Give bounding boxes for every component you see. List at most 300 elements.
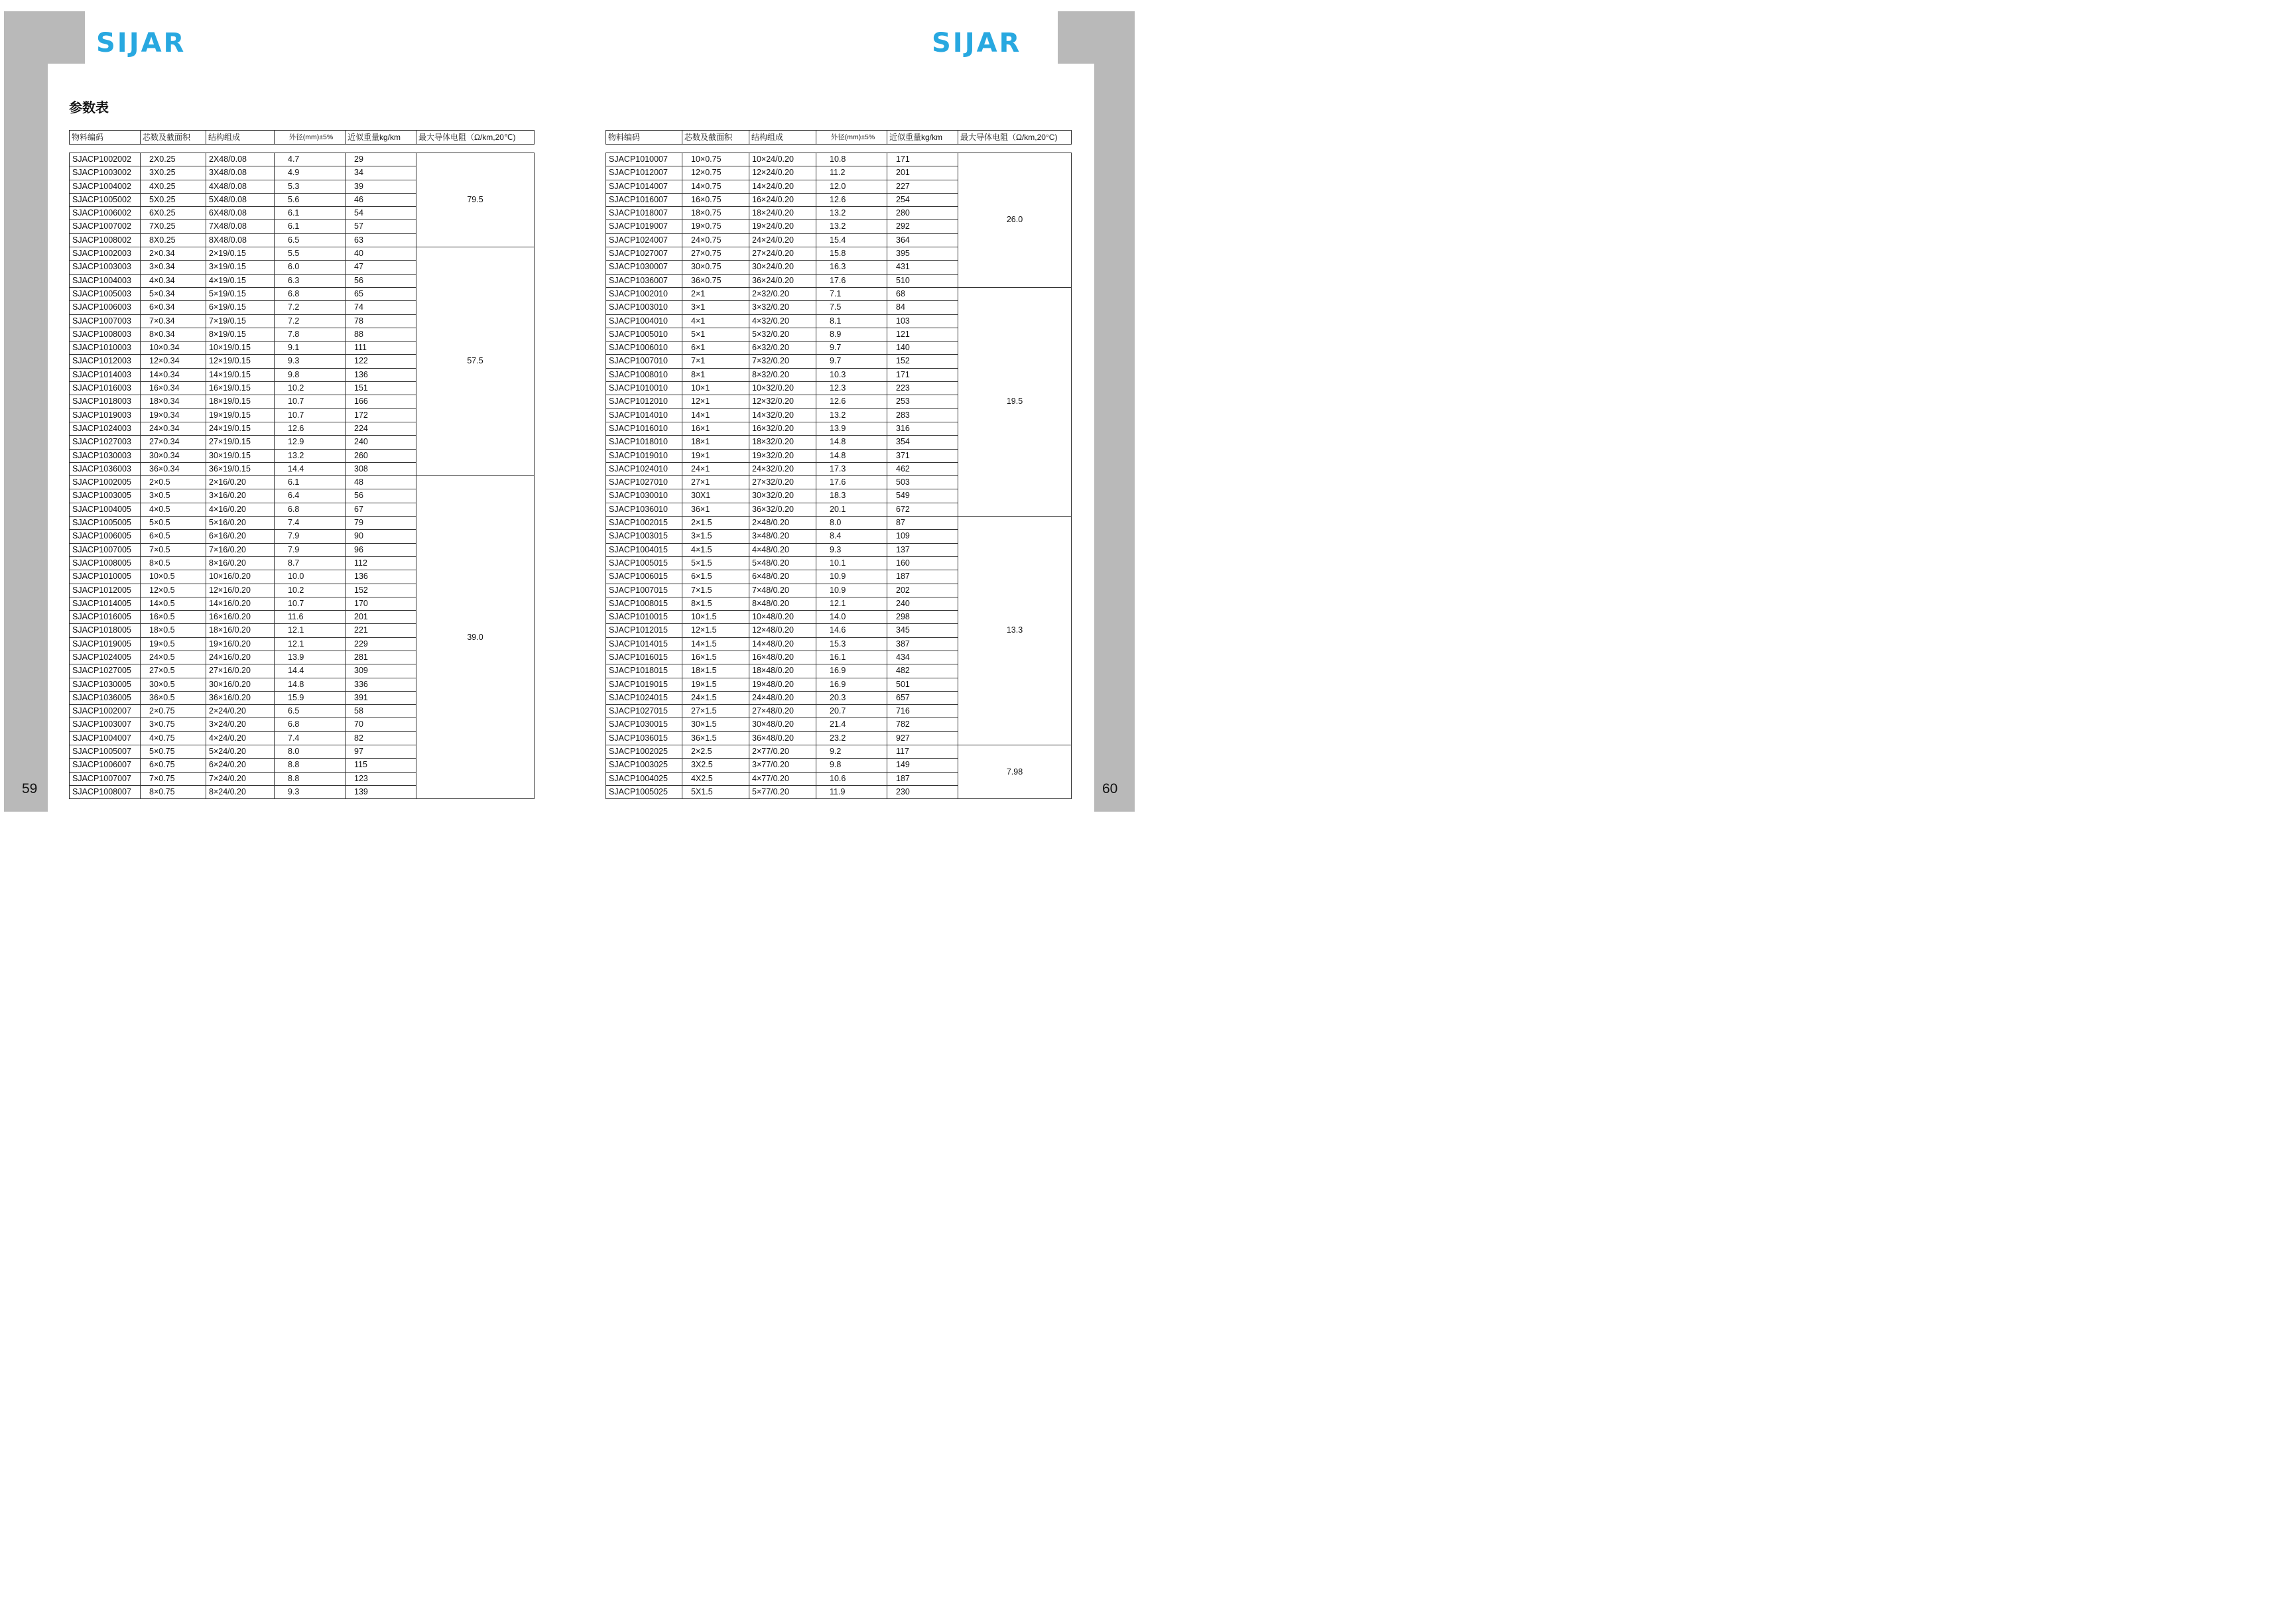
- column-header: 最大导体电阻（Ω/km,20°C): [958, 131, 1072, 145]
- table-cell: 202: [887, 584, 958, 597]
- table-cell: 20.7: [816, 705, 887, 718]
- table-cell: 30×48/0.20: [749, 718, 816, 731]
- table-cell: 10.2: [275, 584, 346, 597]
- table-cell: 14×48/0.20: [749, 637, 816, 651]
- table-cell: 8×1: [682, 368, 749, 381]
- table-cell: 2×77/0.20: [749, 745, 816, 759]
- table-cell: 240: [346, 436, 416, 449]
- table-cell: 109: [887, 530, 958, 543]
- table-cell: 4X48/0.08: [206, 180, 275, 193]
- table-cell: SJACP1016015: [606, 651, 682, 664]
- table-cell: 10.7: [275, 408, 346, 422]
- table-cell: 30×19/0.15: [206, 449, 275, 462]
- table-cell: 78: [346, 314, 416, 328]
- table-cell: 2×2.5: [682, 745, 749, 759]
- table-cell: 10×0.34: [141, 342, 206, 355]
- table-cell: 6×24/0.20: [206, 759, 275, 772]
- resistance-cell: 19.5: [958, 287, 1072, 516]
- table-cell: SJACP1024010: [606, 462, 682, 475]
- table-cell: 18×24/0.20: [749, 207, 816, 220]
- table-cell: 10×19/0.15: [206, 342, 275, 355]
- table-cell: 111: [346, 342, 416, 355]
- table-cell: 14.6: [816, 624, 887, 637]
- table-cell: SJACP1027003: [70, 436, 141, 449]
- table-cell: 7.2: [275, 301, 346, 314]
- table-cell: 103: [887, 314, 958, 328]
- table-cell: 7X48/0.08: [206, 220, 275, 233]
- table-cell: 7×1: [682, 355, 749, 368]
- table-cell: 2X48/0.08: [206, 153, 275, 166]
- table-cell: 5.6: [275, 193, 346, 206]
- table-cell: 9.8: [816, 759, 887, 772]
- table-cell: 2×0.34: [141, 247, 206, 261]
- table-cell: SJACP1002025: [606, 745, 682, 759]
- table-cell: 14.8: [816, 449, 887, 462]
- table-cell: 160: [887, 556, 958, 570]
- table-cell: 15.3: [816, 637, 887, 651]
- table-cell: 20.1: [816, 503, 887, 516]
- table-cell: 30X1: [682, 489, 749, 503]
- table-cell: 24×1: [682, 462, 749, 475]
- table-cell: 18×19/0.15: [206, 395, 275, 408]
- table-cell: 82: [346, 731, 416, 745]
- table-cell: 221: [346, 624, 416, 637]
- brand-logo-left: SIJAR: [96, 28, 186, 58]
- table-cell: 18×16/0.20: [206, 624, 275, 637]
- table-cell: SJACP1019003: [70, 408, 141, 422]
- table-cell: 2×1: [682, 287, 749, 300]
- table-cell: 336: [346, 678, 416, 691]
- table-cell: 4X2.5: [682, 772, 749, 785]
- table-cell: 5×1: [682, 328, 749, 341]
- table-cell: 13.9: [275, 651, 346, 664]
- table-cell: 7.9: [275, 530, 346, 543]
- table-cell: SJACP1007010: [606, 355, 682, 368]
- table-cell: 7×0.75: [141, 772, 206, 785]
- table-cell: SJACP1010003: [70, 342, 141, 355]
- table-cell: 12.3: [816, 382, 887, 395]
- table-cell: 7×0.34: [141, 314, 206, 328]
- table-cell: 8X0.25: [141, 233, 206, 247]
- table-cell: 10×0.5: [141, 570, 206, 584]
- table-cell: 79: [346, 517, 416, 530]
- table-cell: 10.7: [275, 395, 346, 408]
- table-cell: 19×24/0.20: [749, 220, 816, 233]
- table-cell: 253: [887, 395, 958, 408]
- table-cell: 5×0.75: [141, 745, 206, 759]
- column-header: 芯数及截面积: [682, 131, 749, 145]
- table-cell: SJACP1005005: [70, 517, 141, 530]
- table-cell: 5×77/0.20: [749, 785, 816, 798]
- table-cell: 16×48/0.20: [749, 651, 816, 664]
- table-cell: SJACP1005003: [70, 287, 141, 300]
- table-cell: 3×0.34: [141, 261, 206, 274]
- table-cell: SJACP1027015: [606, 705, 682, 718]
- table-cell: 201: [887, 166, 958, 180]
- table-cell: 14×0.75: [682, 180, 749, 193]
- table-cell: SJACP1008010: [606, 368, 682, 381]
- table-cell: SJACP1004015: [606, 543, 682, 556]
- table-cell: 9.3: [275, 355, 346, 368]
- table-cell: 16×0.75: [682, 193, 749, 206]
- table-cell: 9.2: [816, 745, 887, 759]
- table-cell: SJACP1005025: [606, 785, 682, 798]
- table-cell: 316: [887, 422, 958, 435]
- table-cell: 6.5: [275, 233, 346, 247]
- table-cell: 5×16/0.20: [206, 517, 275, 530]
- spec-table-right: [605, 130, 1072, 799]
- table-cell: 36×1.5: [682, 731, 749, 745]
- table-cell: 230: [887, 785, 958, 798]
- table-cell: SJACP1010015: [606, 611, 682, 624]
- table-cell: SJACP1024015: [606, 691, 682, 704]
- table-cell: SJACP1019007: [606, 220, 682, 233]
- table-cell: 123: [346, 772, 416, 785]
- table-cell: 14×32/0.20: [749, 408, 816, 422]
- table-cell: 57: [346, 220, 416, 233]
- table-cell: 10.6: [816, 772, 887, 785]
- table-cell: SJACP1004025: [606, 772, 682, 785]
- table-cell: 4×1.5: [682, 543, 749, 556]
- table-row: [606, 745, 1072, 759]
- table-cell: 8.1: [816, 314, 887, 328]
- column-header: 结构组成: [749, 131, 816, 145]
- table-row: [606, 153, 1072, 166]
- table-cell: 12×1: [682, 395, 749, 408]
- table-cell: 13.2: [816, 220, 887, 233]
- table-cell: SJACP1012007: [606, 166, 682, 180]
- table-cell: 12.1: [816, 597, 887, 610]
- table-cell: 6X48/0.08: [206, 207, 275, 220]
- table-cell: SJACP1012005: [70, 584, 141, 597]
- table-cell: SJACP1036015: [606, 731, 682, 745]
- table-cell: 10×1: [682, 382, 749, 395]
- table-cell: 13.9: [816, 422, 887, 435]
- table-row: [70, 247, 535, 261]
- table-cell: 90: [346, 530, 416, 543]
- table-cell: 10.8: [816, 153, 887, 166]
- table-cell: 6×1: [682, 342, 749, 355]
- table-cell: 19×32/0.20: [749, 449, 816, 462]
- table-cell: 12×24/0.20: [749, 166, 816, 180]
- table-cell: SJACP1018007: [606, 207, 682, 220]
- table-row: [70, 476, 535, 489]
- table-cell: 27×0.75: [682, 247, 749, 261]
- table-cell: SJACP1002005: [70, 476, 141, 489]
- table-cell: 2×24/0.20: [206, 705, 275, 718]
- table-cell: SJACP1036003: [70, 462, 141, 475]
- table-cell: 12.6: [275, 422, 346, 435]
- table-cell: 30×1.5: [682, 718, 749, 731]
- table-cell: 16×32/0.20: [749, 422, 816, 435]
- table-cell: SJACP1030005: [70, 678, 141, 691]
- table-cell: 36×19/0.15: [206, 462, 275, 475]
- table-cell: 308: [346, 462, 416, 475]
- table-cell: 6.8: [275, 718, 346, 731]
- table-cell: 7.8: [275, 328, 346, 341]
- table-cell: 224: [346, 422, 416, 435]
- table-cell: 283: [887, 408, 958, 422]
- table-cell: SJACP1005007: [70, 745, 141, 759]
- table-cell: SJACP1008015: [606, 597, 682, 610]
- table-cell: 36×0.34: [141, 462, 206, 475]
- table-cell: SJACP1019005: [70, 637, 141, 651]
- table-cell: SJACP1018010: [606, 436, 682, 449]
- table-cell: 501: [887, 678, 958, 691]
- table-cell: 16.9: [816, 664, 887, 678]
- table-cell: 9.8: [275, 368, 346, 381]
- table-cell: 2×1.5: [682, 517, 749, 530]
- table-cell: 19×0.34: [141, 408, 206, 422]
- table-cell: 24×16/0.20: [206, 651, 275, 664]
- table-cell: 20.3: [816, 691, 887, 704]
- table-cell: 170: [346, 597, 416, 610]
- table-cell: 6×0.5: [141, 530, 206, 543]
- table-cell: 434: [887, 651, 958, 664]
- table-cell: 46: [346, 193, 416, 206]
- table-cell: SJACP1027010: [606, 476, 682, 489]
- table-cell: SJACP1003025: [606, 759, 682, 772]
- table-cell: SJACP1007002: [70, 220, 141, 233]
- table-cell: 152: [346, 584, 416, 597]
- table-cell: 19×19/0.15: [206, 408, 275, 422]
- table-cell: 8×1.5: [682, 597, 749, 610]
- table-cell: 27×19/0.15: [206, 436, 275, 449]
- table-cell: SJACP1010007: [606, 153, 682, 166]
- table-cell: 10.1: [816, 556, 887, 570]
- table-cell: 152: [887, 355, 958, 368]
- column-header: 近似重量kg/km: [346, 131, 416, 145]
- column-header: 结构组成: [206, 131, 275, 145]
- table-cell: 364: [887, 233, 958, 247]
- table-cell: 18×1.5: [682, 664, 749, 678]
- table-cell: 15.4: [816, 233, 887, 247]
- table-cell: SJACP1007015: [606, 584, 682, 597]
- table-cell: SJACP1006015: [606, 570, 682, 584]
- table-cell: 171: [887, 153, 958, 166]
- table-cell: 47: [346, 261, 416, 274]
- left-frame-side: [4, 11, 48, 812]
- table-cell: 387: [887, 637, 958, 651]
- table-cell: 503: [887, 476, 958, 489]
- table-cell: SJACP1030003: [70, 449, 141, 462]
- table-cell: 16.3: [816, 261, 887, 274]
- table-cell: 19×16/0.20: [206, 637, 275, 651]
- table-cell: 4×0.34: [141, 274, 206, 287]
- table-cell: SJACP1036007: [606, 274, 682, 287]
- table-cell: 4×32/0.20: [749, 314, 816, 328]
- table-cell: 27×0.34: [141, 436, 206, 449]
- table-cell: 4×16/0.20: [206, 503, 275, 516]
- table-cell: 510: [887, 274, 958, 287]
- resistance-cell: 7.98: [958, 745, 1072, 799]
- table-cell: SJACP1006003: [70, 301, 141, 314]
- table-cell: 2×0.5: [141, 476, 206, 489]
- table-cell: SJACP1010010: [606, 382, 682, 395]
- table-cell: 10.7: [275, 597, 346, 610]
- table-cell: 12×1.5: [682, 624, 749, 637]
- table-cell: 3X0.25: [141, 166, 206, 180]
- table-cell: 260: [346, 449, 416, 462]
- table-row: [606, 517, 1072, 530]
- table-cell: SJACP1030010: [606, 489, 682, 503]
- table-cell: 63: [346, 233, 416, 247]
- table-cell: 30×0.5: [141, 678, 206, 691]
- table-cell: 24×48/0.20: [749, 691, 816, 704]
- table-cell: 3×1: [682, 301, 749, 314]
- table-cell: 121: [887, 328, 958, 341]
- table-cell: 172: [346, 408, 416, 422]
- table-cell: 4×1: [682, 314, 749, 328]
- table-cell: SJACP1008003: [70, 328, 141, 341]
- column-header: 物料编码: [70, 131, 141, 145]
- table-cell: 281: [346, 651, 416, 664]
- table-cell: 15.8: [816, 247, 887, 261]
- table-cell: SJACP1004007: [70, 731, 141, 745]
- table-cell: 6.0: [275, 261, 346, 274]
- table-cell: 87: [887, 517, 958, 530]
- table-cell: 8×19/0.15: [206, 328, 275, 341]
- table-cell: 171: [887, 368, 958, 381]
- table-cell: 7×0.5: [141, 543, 206, 556]
- table-cell: 240: [887, 597, 958, 610]
- table-cell: 16.1: [816, 651, 887, 664]
- table-cell: 782: [887, 718, 958, 731]
- table-cell: 14×1: [682, 408, 749, 422]
- page-number-right: 60: [1102, 781, 1118, 796]
- table-cell: 5.3: [275, 180, 346, 193]
- table-cell: 24×32/0.20: [749, 462, 816, 475]
- resistance-cell: 26.0: [958, 153, 1072, 288]
- table-cell: 97: [346, 745, 416, 759]
- table-cell: 10×16/0.20: [206, 570, 275, 584]
- table-cell: 11.2: [816, 166, 887, 180]
- table-cell: 17.3: [816, 462, 887, 475]
- table-cell: 166: [346, 395, 416, 408]
- table-row: [606, 287, 1072, 300]
- table-cell: SJACP1018005: [70, 624, 141, 637]
- table-cell: 229: [346, 637, 416, 651]
- page-number-left: 59: [22, 781, 38, 796]
- table-cell: 4×24/0.20: [206, 731, 275, 745]
- table-cell: SJACP1019015: [606, 678, 682, 691]
- resistance-cell: 39.0: [416, 476, 535, 799]
- table-cell: 2×16/0.20: [206, 476, 275, 489]
- column-header: 外径(mm)±5%: [816, 131, 887, 145]
- table-cell: SJACP1004005: [70, 503, 141, 516]
- table-cell: 2×32/0.20: [749, 287, 816, 300]
- table-cell: 117: [887, 745, 958, 759]
- table-cell: 6.1: [275, 476, 346, 489]
- table-cell: 5X1.5: [682, 785, 749, 798]
- table-cell: 345: [887, 624, 958, 637]
- table-cell: 8.0: [275, 745, 346, 759]
- table-cell: 18×0.5: [141, 624, 206, 637]
- table-cell: 8.4: [816, 530, 887, 543]
- table-cell: 17.6: [816, 274, 887, 287]
- table-cell: 8×0.5: [141, 556, 206, 570]
- table-cell: 16×16/0.20: [206, 611, 275, 624]
- table-cell: 4×77/0.20: [749, 772, 816, 785]
- table-cell: 395: [887, 247, 958, 261]
- table-cell: 27×32/0.20: [749, 476, 816, 489]
- table-cell: 19×0.75: [682, 220, 749, 233]
- table-cell: 9.7: [816, 342, 887, 355]
- table-cell: 6.8: [275, 287, 346, 300]
- page-title: 参数表: [69, 101, 109, 115]
- table-cell: 927: [887, 731, 958, 745]
- table-cell: SJACP1002010: [606, 287, 682, 300]
- table-cell: 115: [346, 759, 416, 772]
- table-header-row: [606, 131, 1072, 145]
- table-cell: 11.9: [816, 785, 887, 798]
- table-cell: 5×48/0.20: [749, 556, 816, 570]
- table-cell: 7.2: [275, 314, 346, 328]
- column-header: 外径(mm)±5%: [275, 131, 346, 145]
- table-cell: 7.5: [816, 301, 887, 314]
- table-cell: 96: [346, 543, 416, 556]
- table-cell: 29: [346, 153, 416, 166]
- table-cell: SJACP1024005: [70, 651, 141, 664]
- table-cell: 17.6: [816, 476, 887, 489]
- table-cell: 8.0: [816, 517, 887, 530]
- table-cell: 10.9: [816, 570, 887, 584]
- table-cell: 21.4: [816, 718, 887, 731]
- table-cell: 201: [346, 611, 416, 624]
- table-cell: 12×19/0.15: [206, 355, 275, 368]
- table-cell: SJACP1014010: [606, 408, 682, 422]
- table-cell: 36×0.75: [682, 274, 749, 287]
- table-cell: 4×0.5: [141, 503, 206, 516]
- table-cell: 14×0.34: [141, 368, 206, 381]
- table-cell: 36×24/0.20: [749, 274, 816, 287]
- table-cell: SJACP1012003: [70, 355, 141, 368]
- table-cell: 9.3: [816, 543, 887, 556]
- table-cell: 36×0.5: [141, 691, 206, 704]
- table-cell: 6.4: [275, 489, 346, 503]
- table-cell: SJACP1036010: [606, 503, 682, 516]
- table-cell: 16×0.5: [141, 611, 206, 624]
- table-cell: 137: [887, 543, 958, 556]
- table-cell: 12×0.75: [682, 166, 749, 180]
- table-cell: 657: [887, 691, 958, 704]
- table-cell: 140: [887, 342, 958, 355]
- table-cell: 68: [887, 287, 958, 300]
- table-cell: 5×19/0.15: [206, 287, 275, 300]
- table-cell: 8.9: [816, 328, 887, 341]
- table-cell: 3×16/0.20: [206, 489, 275, 503]
- right-frame-side: [1094, 11, 1135, 812]
- table-cell: 12×32/0.20: [749, 395, 816, 408]
- table-cell: SJACP1004002: [70, 180, 141, 193]
- table-cell: SJACP1019010: [606, 449, 682, 462]
- table-cell: SJACP1003007: [70, 718, 141, 731]
- table-cell: SJACP1016005: [70, 611, 141, 624]
- table-cell: SJACP1005002: [70, 193, 141, 206]
- table-cell: 34: [346, 166, 416, 180]
- table-cell: 12×0.34: [141, 355, 206, 368]
- table-cell: 6×16/0.20: [206, 530, 275, 543]
- table-cell: SJACP1003005: [70, 489, 141, 503]
- table-cell: 3×0.75: [141, 718, 206, 731]
- table-cell: 30×32/0.20: [749, 489, 816, 503]
- table-cell: 12.1: [275, 624, 346, 637]
- brand-logo-right: SIJAR: [932, 28, 1022, 58]
- table-cell: 27×16/0.20: [206, 664, 275, 678]
- table-cell: 6×32/0.20: [749, 342, 816, 355]
- table-cell: SJACP1004003: [70, 274, 141, 287]
- table-cell: 6.8: [275, 503, 346, 516]
